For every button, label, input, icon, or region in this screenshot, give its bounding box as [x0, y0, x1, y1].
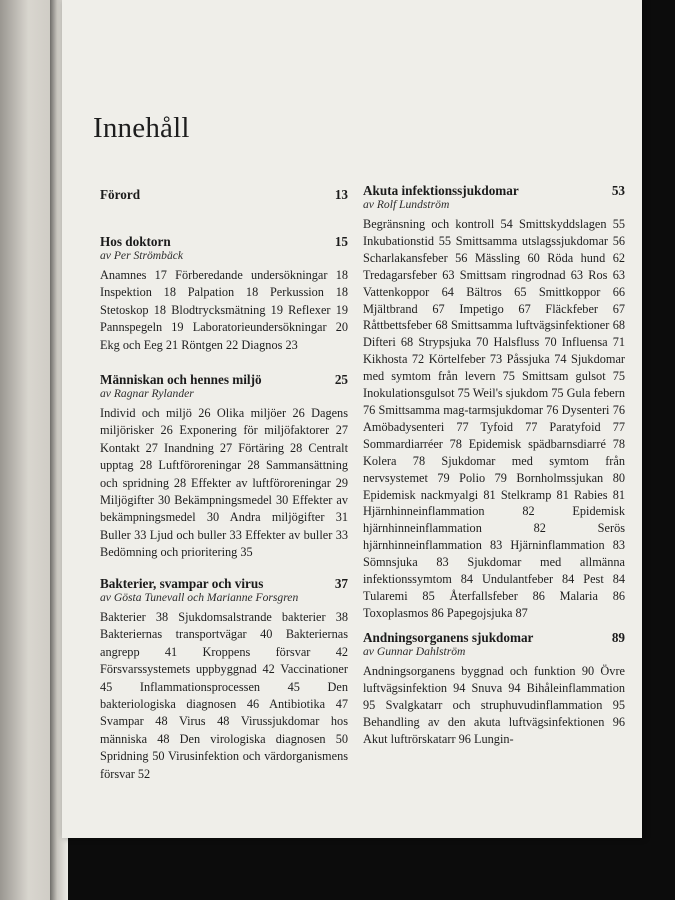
section-heading	[100, 234, 348, 249]
toc-section-akuta	[363, 183, 625, 622]
section-heading	[363, 183, 625, 198]
section-title: Andningsorganens sjukdomar	[363, 630, 534, 645]
section-page-number: 53	[611, 183, 625, 198]
section-title: Förord	[100, 187, 141, 202]
section-title: Akuta infektionssjukdomar	[363, 183, 519, 198]
page-title: Innehåll	[93, 112, 190, 144]
section-entries: Bakterier 38 Sjukdomsalstrande bakterier 38 Bakteriernas transportvägar 40 Bakteriernas angrepp 41 Kroppens försvar 42 Försvarssystemets uppbyggnad 42 Vaccinationer 45 Inflammationsprocessen 45 Den bakteriologiska diagnosen 46 Antibiotika 47 Svampar 48 Virus 48 Virussjukdomar hos människa 48 Den virologiska diagnosen 50 Spridning 50 Virusinfektion och värdorganismens försvar 52	[100, 610, 348, 781]
section-entries: Anamnes 17 Förberedande undersökningar 18 Inspektion 18 Palpation 18 Perkussion 18 Stetoskop 18 Blodtrycksmätning 19 Reflexer 19 Pannspegeln 19 Laboratorieundersökningar 20 Ekg och Eeg 21 Röntgen 22 Diagnos 23	[100, 268, 348, 352]
section-page-number: 37	[334, 576, 348, 591]
section-author: av Ragnar Rylander	[100, 387, 194, 400]
section-page-number: 15	[334, 234, 348, 249]
section-page-number: 89	[611, 630, 625, 645]
section-author: av Gunnar Dahlström	[363, 645, 466, 658]
section-author: av Per Strömbäck	[100, 249, 184, 262]
section-title: Bakterier, svampar och virus	[100, 576, 264, 591]
toc-section-andningsorganens	[363, 630, 625, 748]
section-page-number: 25	[334, 372, 348, 387]
section-heading	[363, 630, 625, 645]
section-author: av Rolf Lundström	[363, 198, 450, 211]
toc-section-hos-doktorn	[100, 234, 348, 354]
toc-section-bakterier	[100, 576, 348, 783]
section-entries: Individ och miljö 26 Olika miljöer 26 Dagens miljörisker 26 Exponering för miljöfaktorer 27 Kontakt 27 Inandning 27 Förtäring 28 Centralt upptag 28 Luftföroreningar 28 Sammansättning och spridning 28 Effekter av luftföroreningar 29 Miljögifter 30 Bekämpningsmedel 30 Effekter av bekämpningsmedel 30 Andra miljögifter 31 Buller 33 Ljud och buller 33 Effekter av buller 33 Bedömning och prioritering 35	[100, 406, 348, 560]
section-author: av Gösta Tunevall och Marianne Forsgren	[100, 591, 299, 604]
section-heading	[100, 187, 348, 202]
section-entries: Begränsning och kontroll 54 Smittskyddslagen 55 Inkubationstid 55 Smittsamma utslagssjukdomar 56 Scharlakansfeber 56 Mässling 60 Röda hund 62 Tredagarsfeber 63 Smittsam ringrodnad 63 Ros 63 Vattenkoppor 64 Bältros 65 Smittkoppor 66 Mjältbrand 67 Impetigo 67 Fläckfeber 67 Råttbettsfeber 68 Smittsamma luftvägsinfektioner 68 Difteri 68 Strypsjuka 70 Halsfluss 70 Influensa 71 Kikhosta 72 Körtelfeber 73 Påssjuka 74 Sjukdomar med symtom från levern 75 Smittsam gulsot 75 Inokulationsgulsot 75 Weil's sjukdom 75 Gula febern 76 Smittsamma mag-tarmsjukdomar 76 Dysenteri 76 Amöbadysenteri 77 Tyfoid 77 Paratyfoid 77 Sommardiarréer 78 Epidemisk spädbarnsdiarré 78 Kolera 78 Sjukdomar med symtom från nervsystemet 79 Polio 79 Bornholmssjukan 80 Epidemisk nackmyalgi 81 Stelkramp 81 Rabies 81 Hjärnhinneinflammation 82 Epidemisk hjärnhinneinflammation 82 Serös hjärnhinneinflammation 83 Hjärninflammation 83 Sömnsjuka 83 Sjukdomar med allmänna infektionssymtom 84 Undulantfeber 84 Pest 84 Tularemi 85 Återfallsfeber 86 Malaria 86 Toxoplasmos 86 Papegojsjuka 87	[363, 217, 625, 620]
section-entries: Andningsorganens byggnad och funktion 90 Övre luftvägsinfektion 94 Snuva 94 Bihåleinflammation 95 Svalgkatarr och struphuvudinflammation 95 Behandling av den akuta luftvägsinfektionen 96 Akut luftrörskatarr 96 Lungin-	[363, 664, 625, 746]
toc-section-forord	[100, 187, 348, 202]
section-heading	[100, 576, 348, 591]
toc-section-manniskan	[100, 372, 348, 562]
section-title: Hos doktorn	[100, 234, 171, 249]
section-heading	[100, 372, 348, 387]
left-page-edge	[0, 0, 52, 900]
section-page-number: 13	[334, 187, 348, 202]
section-title: Människan och hennes miljö	[100, 372, 262, 387]
